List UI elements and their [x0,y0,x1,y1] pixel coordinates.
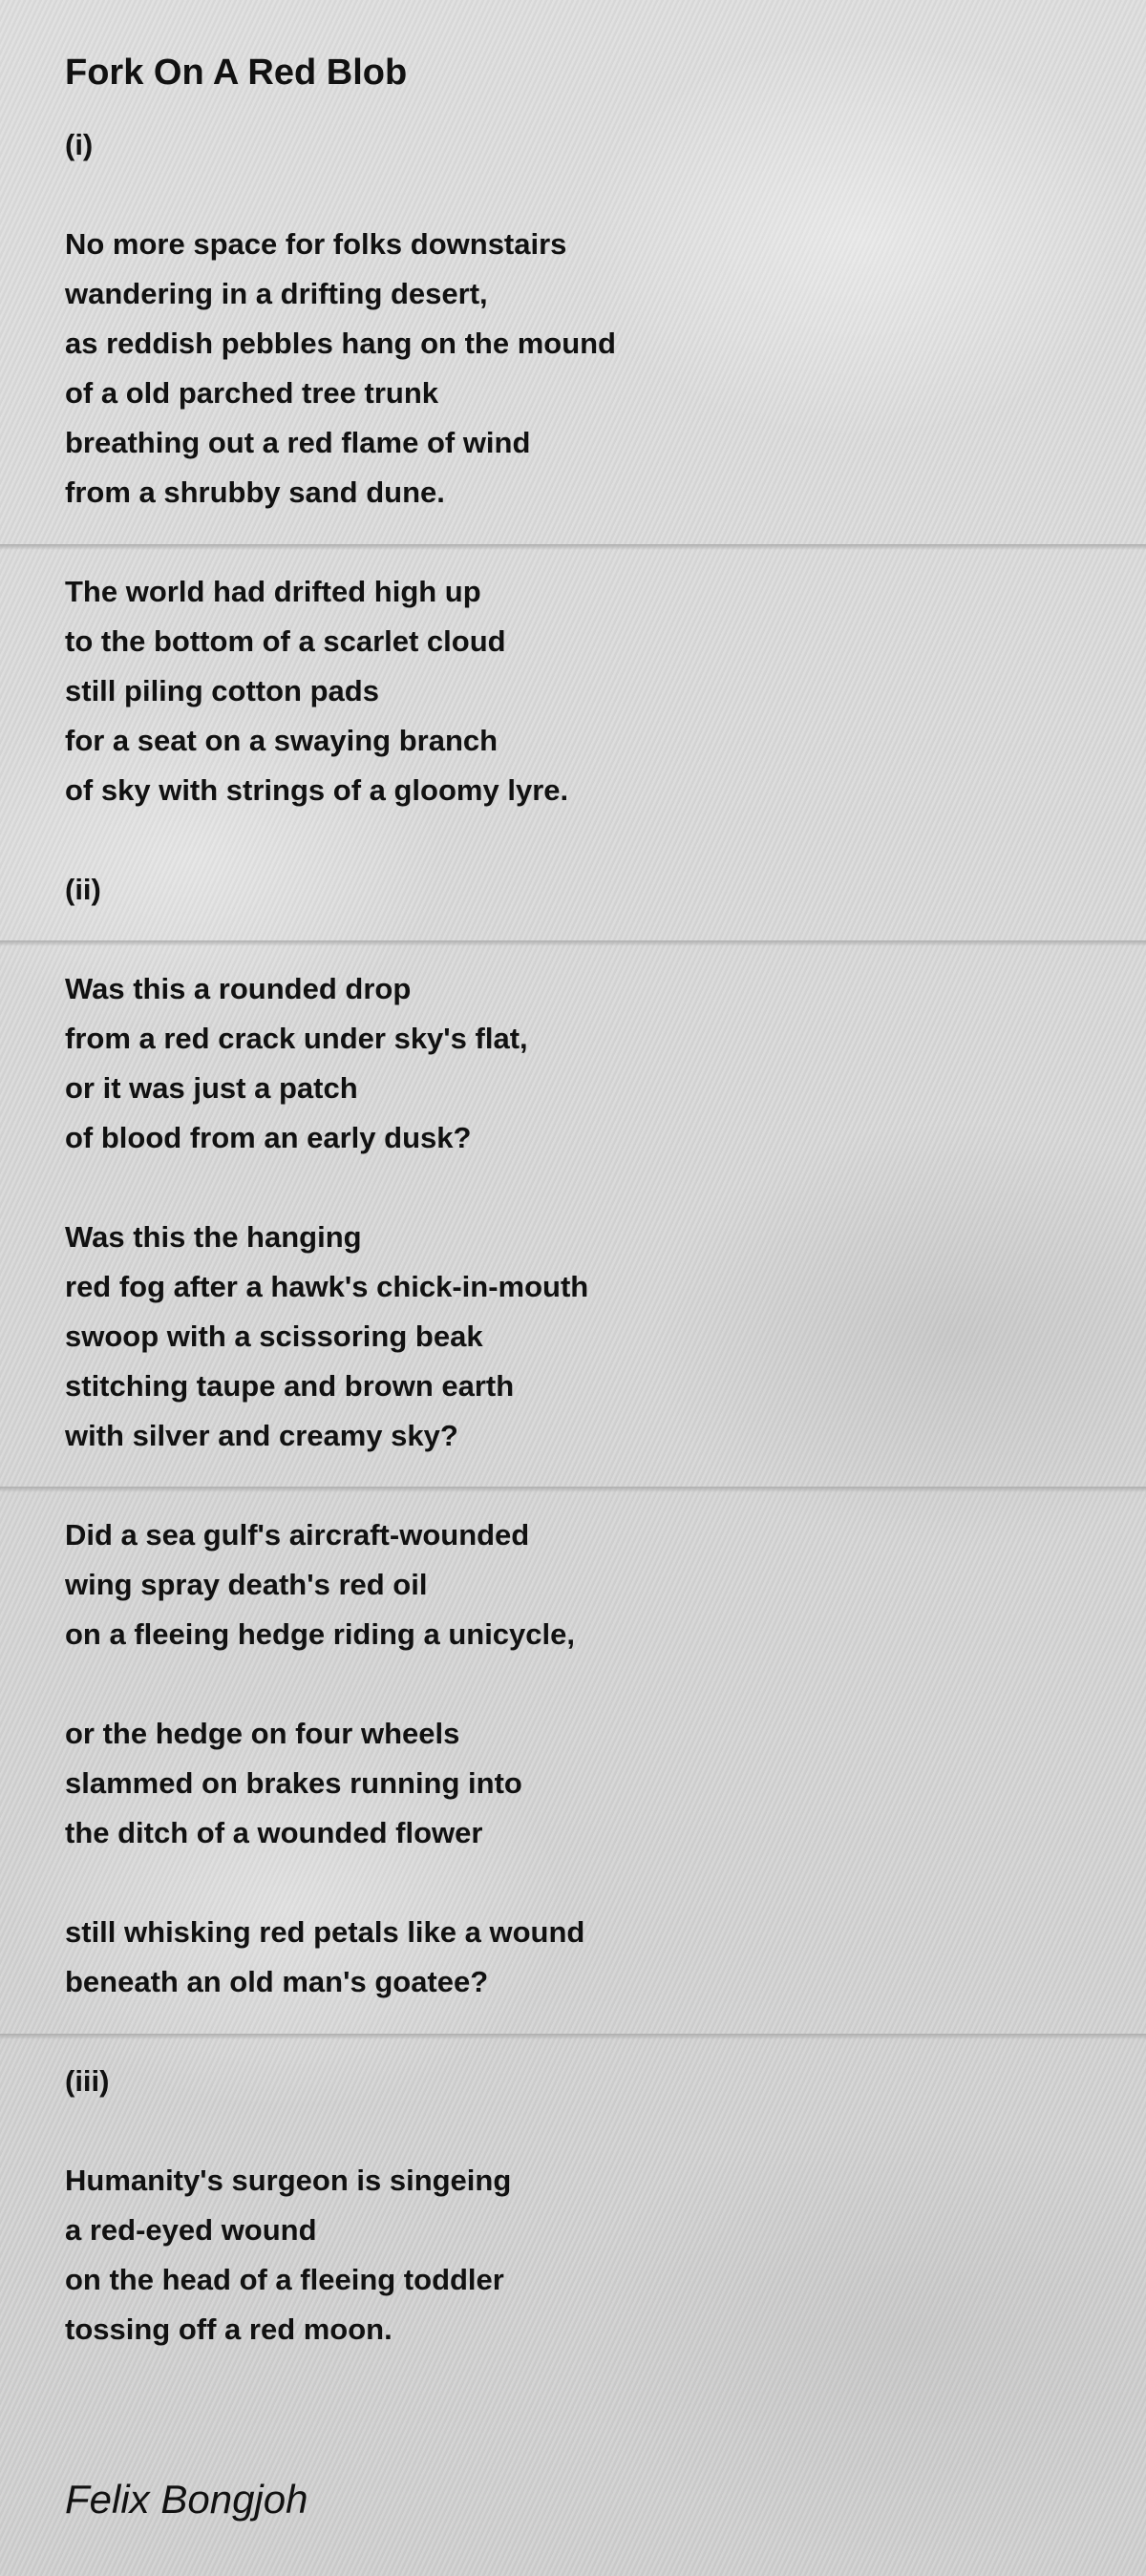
poem-line: (ii) [65,873,101,906]
poem-line: to the bottom of a scarlet cloud [65,624,506,658]
poem-line: of blood from an early dusk? [65,1121,472,1154]
poem-line: from a shrubby sand dune. [65,475,445,509]
poem-line: for a seat on a swaying branch [65,724,499,757]
poem-line: from a red crack under sky's flat, [65,1022,528,1055]
stanza-break [65,915,1077,964]
stanza-break [65,2007,1077,2057]
poem-line: stitching taupe and brown earth [65,1369,515,1403]
poem-line: Did a sea gulf's aircraft-wounded [65,1518,530,1552]
poem-line: the ditch of a wounded flower [65,1816,483,1849]
poem-line: a red-eyed wound [65,2213,317,2247]
stanza-break [65,815,1077,865]
poem-line: or it was just a patch [65,1071,358,1105]
poem-line: on a fleeing hedge riding a unicycle, [65,1617,575,1651]
poem-container [65,48,1077,2354]
poem-line: still whisking red petals like a wound [65,1915,585,1949]
poem-line: The world had drifted high up [65,575,481,608]
poem-line: of sky with strings of a gloomy lyre. [65,773,569,807]
poem-line: still piling cotton pads [65,674,379,707]
stanza-break [65,1659,1077,1709]
poem-line: Was this a rounded drop [65,972,412,1005]
stanza-break [65,1461,1077,1510]
poem-line: with silver and creamy sky? [65,1419,458,1452]
poem-line: wing spray death's red oil [65,1568,428,1601]
stanza-break [65,2106,1077,2156]
stanza-break [65,1858,1077,1908]
poem-line: wandering in a drifting desert, [65,277,488,310]
poem-line: Humanity's surgeon is singeing [65,2164,512,2197]
stanza-break [65,517,1077,567]
stanza-break [65,170,1077,220]
poem-line: red fog after a hawk's chick-in-mouth [65,1270,589,1303]
poem-author: Felix Bongjoh [65,2477,308,2522]
poem-line: or the hedge on four wheels [65,1717,460,1750]
poem-line: breathing out a red flame of wind [65,426,531,459]
poem-body [65,120,1077,2354]
poem-line: swoop with a scissoring beak [65,1320,483,1353]
poem-line: Was this the hanging [65,1220,362,1254]
poem-line: (iii) [65,2064,110,2098]
poem-line: tossing off a red moon. [65,2312,393,2346]
poem-line: on the head of a fleeing toddler [65,2263,504,2296]
poem-line: slammed on brakes running into [65,1766,522,1800]
poem-line: No more space for folks downstairs [65,227,567,261]
poem-line: (i) [65,128,94,161]
stanza-break [65,1163,1077,1213]
poem-line: beneath an old man's goatee? [65,1965,489,1998]
poem-line: as reddish pebbles hang on the mound [65,327,616,360]
poem-line: of a old parched tree trunk [65,376,439,410]
poem-title: Fork On A Red Blob [65,53,408,93]
